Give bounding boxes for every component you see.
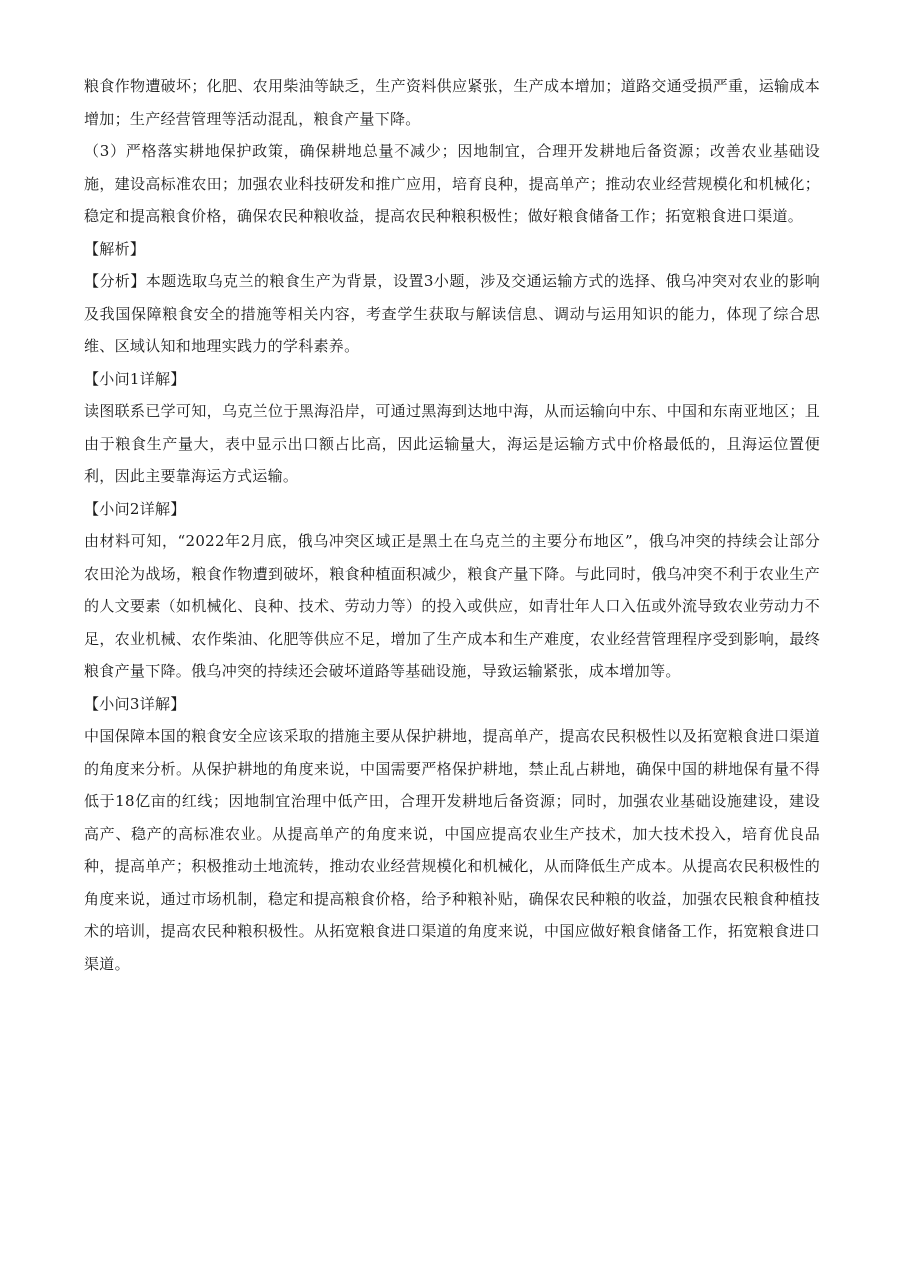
question1-body: 读图联系已学可知，乌克兰位于黑海沿岸，可通过黑海到达地中海，从而运输向中东、中国和东南亚地区；且由于粮食生产量大，表中显示出口额占比高，因此运输量大，海运是运输方式中价格最低的，且海运位置便利，因此主要靠海运方式运输。: [84, 402, 820, 485]
answer-part2-tail: 粮食作物遭破坏；化肥、农用柴油等缺乏，生产资料供应紧张，生产成本增加；道路交通受损严重，运输成本增加；生产经营管理等活动混乱，粮食产量下降。: [84, 77, 820, 128]
document-page: [84, 70, 820, 980]
question3-body: 中国保障本国的粮食安全应该采取的措施主要从保护耕地，提高单产，提高农民积极性以及拓宽粮食进口渠道的角度来分析。从保护耕地的角度来说，中国需要严格保护耕地，禁止乱占耕地，确保中国的耕地保有量不得低于18亿亩的红线；因地制宜治理中低产田，合理开发耕地后备资源；同时，加强农业基础设施建设，建设高产、稳产的高标准农业。从提高单产的角度来说，中国应提高农业生产技术，加大技术投入，培育优良品种，提高单产；积极推动土地流转，推动农业经营规模化和机械化，从而降低生产成本。从提高农民积极性的角度来说，通过市场机制，稳定和提高粮食价格，给予种粮补贴，确保农民种粮的收益，加强农民粮食种植技术的培训，提高农民种粮积极性。从拓宽粮食进口渠道的角度来说，中国应做好粮食储备工作，拓宽粮食进口渠道。: [84, 727, 820, 973]
question3-heading: 【小问3详解】: [84, 694, 186, 713]
question2-heading: 【小问2详解】: [84, 499, 186, 518]
question1-heading: 【小问1详解】: [84, 369, 186, 388]
jiexi-heading: 【解析】: [84, 239, 146, 258]
analysis-paragraph: 【分析】本题选取乌克兰的粮食生产为背景，设置3小题，涉及交通运输方式的选择、俄乌冲突对农业的影响及我国保障粮食安全的措施等相关内容，考查学生获取与解读信息、调动与运用知识的能力，体现了综合思维、区域认知和地理实践力的学科素养。: [84, 272, 820, 355]
question2-body: 由材料可知，“2022年2月底，俄乌冲突区域正是黑土在乌克兰的主要分布地区”，俄乌冲突的持续会让部分农田沦为战场，粮食作物遭到破坏，粮食种植面积减少，粮食产量下降。与此同时，俄乌冲突不利于农业生产的人文要素（如机械化、良种、技术、劳动力等）的投入或供应，如青壮年人口入伍或外流导致农业劳动力不足，农业机械、农作柴油、化肥等供应不足，增加了生产成本和生产难度，农业经营管理程序受到影响，最终粮食产量下降。俄乌冲突的持续还会破坏道路等基础设施，导致运输紧张，成本增加等。: [84, 532, 820, 680]
answer-part3: （3）严格落实耕地保护政策，确保耕地总量不减少；因地制宜，合理开发耕地后备资源；改善农业基础设施，建设高标准农田；加强农业科技研发和推广应用，培育良种，提高单产；推动农业经营规模化和机械化；稳定和提高粮食价格，确保农民种粮收益，提高农民种粮积极性；做好粮食储备工作；拓宽粮食进口渠道。: [84, 142, 820, 225]
